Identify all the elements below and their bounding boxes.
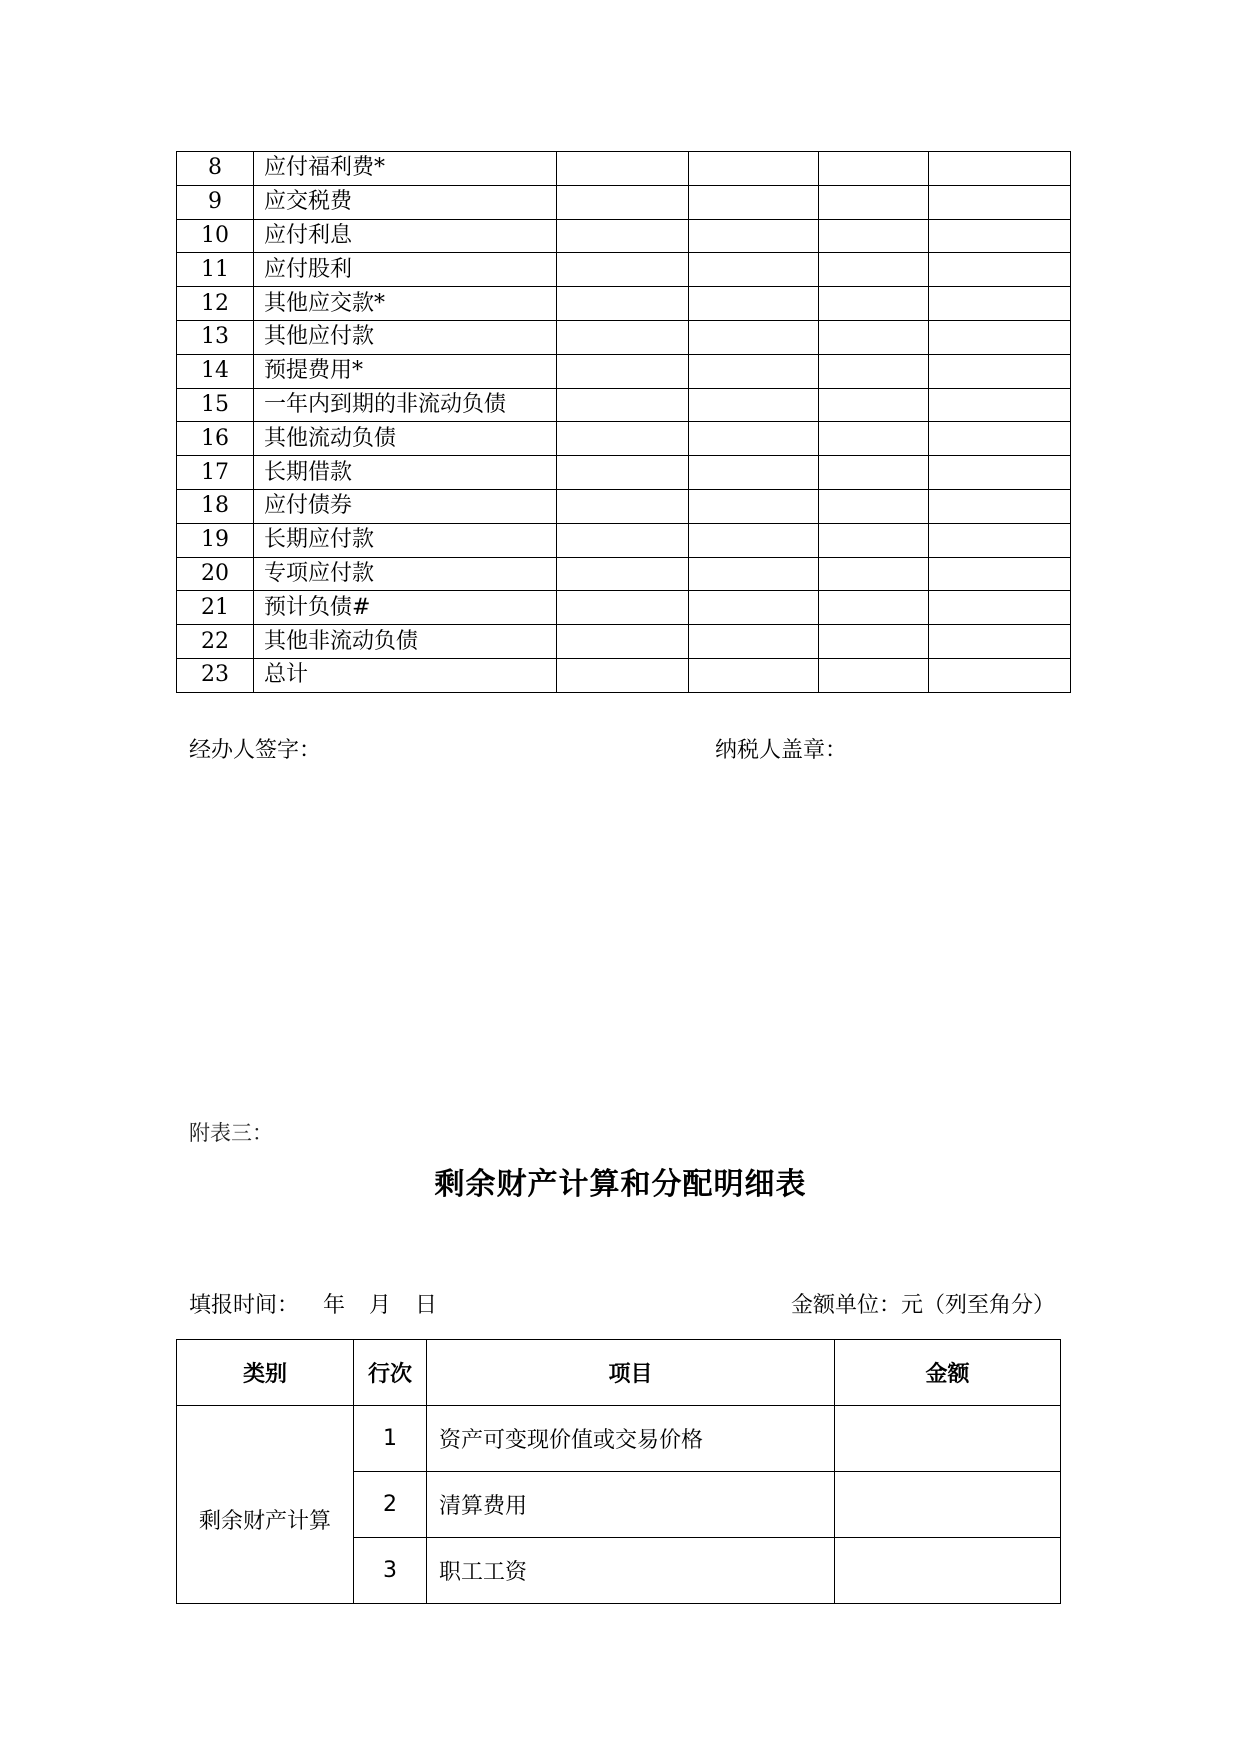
liabilities-table-body (177, 152, 1071, 693)
value-cell[interactable] (929, 253, 1071, 287)
item-name-cell: 预计负债# (254, 591, 557, 625)
row-number-cell: 8 (177, 152, 254, 186)
value-cell[interactable] (819, 523, 929, 557)
value-cell[interactable] (689, 658, 819, 692)
fill-time-month: 月 (369, 1293, 392, 1318)
value-cell[interactable] (689, 625, 819, 659)
value-cell[interactable] (557, 658, 689, 692)
fill-time-day: 日 (415, 1293, 438, 1318)
value-cell[interactable] (819, 287, 929, 321)
value-cell[interactable] (689, 523, 819, 557)
item-name-cell: 专项应付款 (254, 557, 557, 591)
table-row (177, 591, 1071, 625)
value-cell[interactable] (929, 320, 1071, 354)
row-number-cell: 22 (177, 625, 254, 659)
value-cell[interactable] (557, 625, 689, 659)
value-cell[interactable] (689, 591, 819, 625)
header-line: 行次 (354, 1340, 427, 1406)
item-name-cell: 应付福利费* (254, 152, 557, 186)
row-number-cell: 23 (177, 658, 254, 692)
item-name-cell: 预提费用* (254, 354, 557, 388)
value-cell[interactable] (689, 185, 819, 219)
value-cell[interactable] (557, 287, 689, 321)
allocation-table (176, 1339, 1061, 1604)
handler-signature-label: 经办人签字： (189, 738, 322, 763)
value-cell[interactable] (929, 591, 1071, 625)
table-row (177, 185, 1071, 219)
table-row (177, 354, 1071, 388)
allocation-header-row (177, 1340, 1061, 1406)
value-cell[interactable] (557, 354, 689, 388)
row-number-cell: 10 (177, 219, 254, 253)
category-cell: 剩余财产计算 (177, 1406, 354, 1604)
item-name-cell: 应付股利 (254, 253, 557, 287)
item-cell: 资产可变现价值或交易价格 (427, 1406, 835, 1472)
value-cell[interactable] (819, 489, 929, 523)
document-title: 剩余财产计算和分配明细表 (434, 1167, 807, 1202)
value-cell[interactable] (557, 152, 689, 186)
item-name-cell: 其他非流动负债 (254, 625, 557, 659)
value-cell[interactable] (557, 591, 689, 625)
value-cell[interactable] (929, 185, 1071, 219)
amount-unit: 金额单位：元（列至角分） (790, 1293, 1055, 1318)
value-cell[interactable] (819, 388, 929, 422)
value-cell[interactable] (929, 523, 1071, 557)
row-number-cell: 17 (177, 456, 254, 490)
table-row (177, 658, 1071, 692)
table-row (177, 422, 1071, 456)
item-name-cell: 其他流动负债 (254, 422, 557, 456)
table-row (177, 625, 1071, 659)
value-cell[interactable] (929, 152, 1071, 186)
value-cell[interactable] (557, 456, 689, 490)
row-number-cell: 21 (177, 591, 254, 625)
value-cell[interactable] (929, 422, 1071, 456)
value-cell[interactable] (819, 152, 929, 186)
line-cell: 2 (354, 1472, 427, 1538)
value-cell[interactable] (689, 456, 819, 490)
amount-cell[interactable] (835, 1538, 1061, 1604)
value-cell[interactable] (929, 557, 1071, 591)
row-number-cell: 16 (177, 422, 254, 456)
value-cell[interactable] (929, 219, 1071, 253)
value-cell[interactable] (929, 456, 1071, 490)
row-number-cell: 14 (177, 354, 254, 388)
item-name-cell: 其他应交款* (254, 287, 557, 321)
table-row (177, 388, 1071, 422)
value-cell[interactable] (557, 185, 689, 219)
appendix-label: 附表三： (189, 1121, 273, 1145)
table-row (177, 489, 1071, 523)
fill-time (189, 1288, 461, 1319)
item-cell: 职工工资 (427, 1538, 835, 1604)
item-name-cell: 应付利息 (254, 219, 557, 253)
value-cell[interactable] (819, 658, 929, 692)
value-cell[interactable] (819, 557, 929, 591)
row-number-cell: 15 (177, 388, 254, 422)
value-cell[interactable] (929, 287, 1071, 321)
value-cell[interactable] (929, 658, 1071, 692)
value-cell[interactable] (557, 523, 689, 557)
value-cell[interactable] (689, 152, 819, 186)
value-cell[interactable] (557, 388, 689, 422)
header-category: 类别 (177, 1340, 354, 1406)
row-number-cell: 12 (177, 287, 254, 321)
value-cell[interactable] (819, 219, 929, 253)
item-name-cell: 长期借款 (254, 456, 557, 490)
line-cell: 1 (354, 1406, 427, 1472)
value-cell[interactable] (689, 320, 819, 354)
value-cell[interactable] (689, 287, 819, 321)
value-cell[interactable] (819, 320, 929, 354)
table-row (177, 456, 1071, 490)
amount-cell[interactable] (835, 1406, 1061, 1472)
liabilities-table (176, 151, 1071, 693)
table-row (177, 287, 1071, 321)
item-name-cell: 应付债券 (254, 489, 557, 523)
value-cell[interactable] (557, 557, 689, 591)
taxpayer-seal-label: 纳税人盖章： (715, 738, 848, 763)
item-name-cell: 总计 (254, 658, 557, 692)
line-cell: 3 (354, 1538, 427, 1604)
value-cell[interactable] (689, 253, 819, 287)
value-cell[interactable] (689, 354, 819, 388)
row-number-cell: 18 (177, 489, 254, 523)
row-number-cell: 11 (177, 253, 254, 287)
value-cell[interactable] (689, 219, 819, 253)
value-cell[interactable] (929, 388, 1071, 422)
value-cell[interactable] (929, 354, 1071, 388)
header-item: 项目 (427, 1340, 835, 1406)
item-name-cell: 长期应付款 (254, 523, 557, 557)
value-cell[interactable] (819, 253, 929, 287)
header-amount: 金额 (835, 1340, 1061, 1406)
item-name-cell: 应交税费 (254, 185, 557, 219)
row-number-cell: 20 (177, 557, 254, 591)
value-cell[interactable] (819, 456, 929, 490)
table-row (177, 523, 1071, 557)
value-cell[interactable] (689, 422, 819, 456)
fill-time-label: 填报时间： (189, 1293, 300, 1318)
fill-time-year: 年 (323, 1293, 346, 1318)
value-cell[interactable] (689, 489, 819, 523)
row-number-cell: 19 (177, 523, 254, 557)
value-cell[interactable] (557, 422, 689, 456)
amount-cell[interactable] (835, 1472, 1061, 1538)
value-cell[interactable] (929, 625, 1071, 659)
value-cell[interactable] (929, 489, 1071, 523)
table-row (177, 219, 1071, 253)
value-cell[interactable] (689, 557, 819, 591)
item-name-cell: 一年内到期的非流动负债 (254, 388, 557, 422)
value-cell[interactable] (557, 253, 689, 287)
value-cell[interactable] (819, 625, 929, 659)
row-number-cell: 13 (177, 320, 254, 354)
value-cell[interactable] (819, 591, 929, 625)
value-cell[interactable] (819, 185, 929, 219)
value-cell[interactable] (689, 388, 819, 422)
table-row (177, 1406, 1061, 1472)
item-cell: 清算费用 (427, 1472, 835, 1538)
item-name-cell: 其他应付款 (254, 320, 557, 354)
value-cell[interactable] (557, 219, 689, 253)
value-cell[interactable] (557, 489, 689, 523)
value-cell[interactable] (819, 422, 929, 456)
table-row (177, 557, 1071, 591)
value-cell[interactable] (557, 320, 689, 354)
value-cell[interactable] (819, 354, 929, 388)
table-row (177, 152, 1071, 186)
table-row (177, 320, 1071, 354)
table-row (177, 253, 1071, 287)
row-number-cell: 9 (177, 185, 254, 219)
